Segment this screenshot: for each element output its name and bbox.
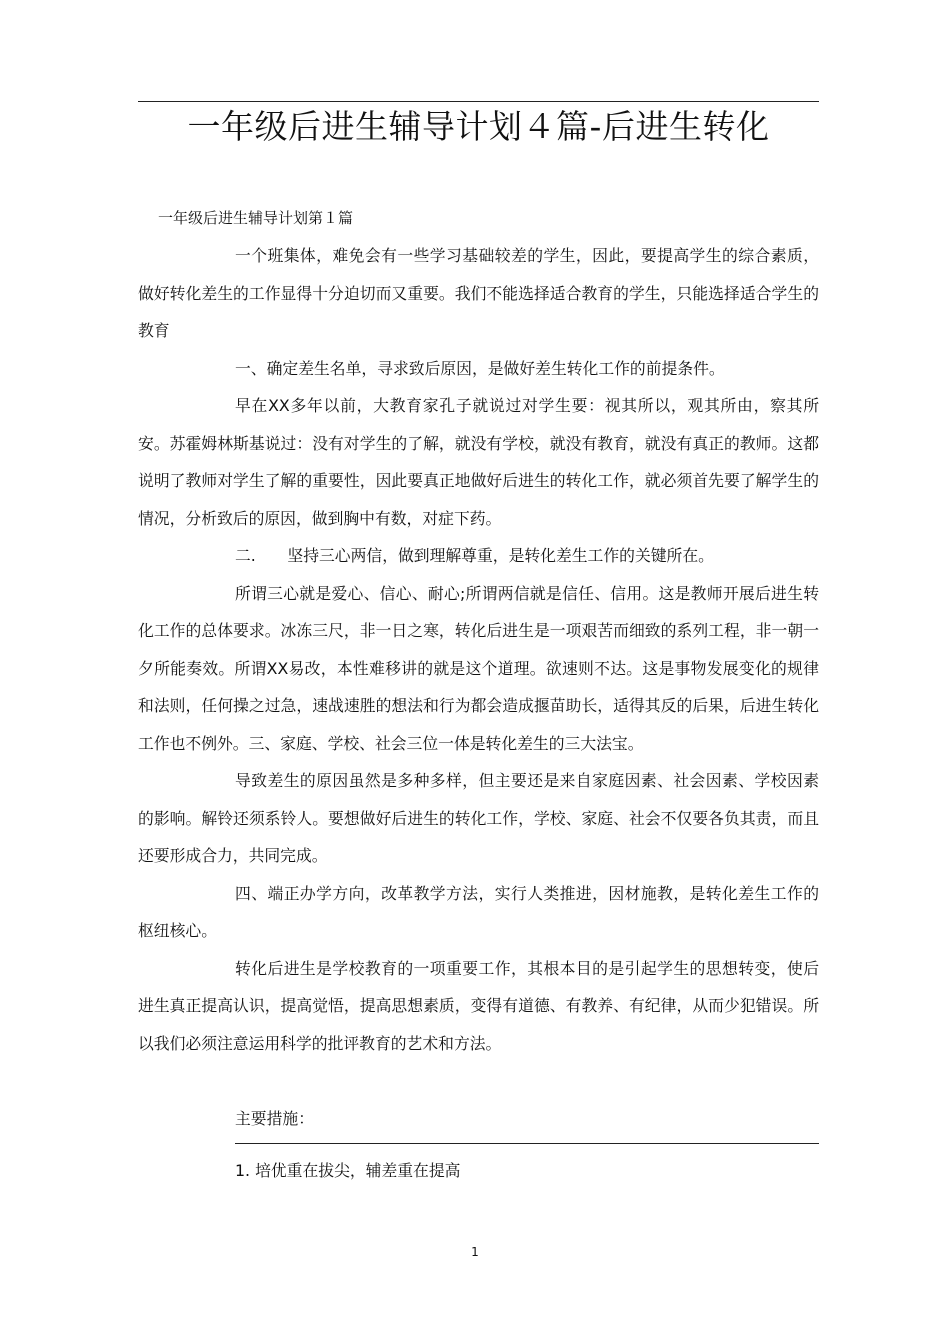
paragraph: 转化后进生是学校教育的一项重要工作，其根本目的是引起学生的思想转变，使后进生真正提高认识，提高觉悟，提高思想素质，变得有道德、有教养、有纪律，从而少犯错误。所以我们必须注意运用科学的批评教育的艺术和方法。 bbox=[138, 958, 819, 1053]
measures-label: 主要措施： bbox=[235, 1109, 314, 1128]
body-text bbox=[138, 237, 819, 1062]
section-heading: 一年级后进生辅导计划第１篇 bbox=[158, 209, 354, 227]
paragraph: 所谓三心就是爱心、信心、耐心;所谓两信就是信任、信用。这是教师开展后进生转化工作的总体要求。冰冻三尺，非一日之寒，转化后进生是一项艰苦而细致的系列工程，非一朝一夕所能奏效。所谓XX易改，本性难移讲的就是这个道理。欲速则不达。这是事物发展变化的规律和法则，任何操之过急，速战速胜的想法和行为都会造成揠苗助长，适得其反的后果，后进生转化工作也不例外。三、家庭、学校、社会三位一体是转化差生的三大法宝。 bbox=[138, 583, 819, 753]
paragraph: 早在XX多年以前，大教育家孔子就说过对学生要：视其所以，观其所由，察其所安。苏霍姆林斯基说过：没有对学生的了解，就没有学校，就没有教育，就没有真正的教师。这都说明了教师对学生了解的重要性，因此要真正地做好后进生的转化工作，就必须首先要了解学生的情况，分析致后的原因，做到胸中有数，对症下药。 bbox=[138, 396, 819, 528]
paragraph: 一个班集体，难免会有一些学习基础较差的学生，因此，要提高学生的综合素质，做好转化差生的工作显得十分迫切而又重要。我们不能选择适合教育的学生，只能选择适合学生的教育 bbox=[138, 246, 819, 340]
paragraph: 导致差生的原因虽然是多种多样，但主要还是来自家庭因素、社会因素、学校因素的影响。解铃还须系铃人。要想做好后进生的转化工作，学校、家庭、社会不仅要各负其责，而且还要形成合力，共同完成。 bbox=[138, 771, 819, 865]
top-rule bbox=[138, 101, 819, 102]
document-title: 一年级后进生辅导计划４篇-后进生转化 bbox=[187, 107, 770, 146]
paragraph: 二. 坚持三心两信，做到理解尊重，是转化差生工作的关键所在。 bbox=[235, 546, 714, 565]
list-item: 1. 培优重在拔尖，辅差重在提高 bbox=[235, 1161, 461, 1180]
paragraph: 一、确定差生名单，寻求致后原因，是做好差生转化工作的前提条件。 bbox=[235, 358, 725, 378]
page-number: 1 bbox=[471, 1245, 479, 1259]
measures-rule bbox=[235, 1143, 819, 1144]
paragraph: 四、端正办学方向，改革教学方法，实行人类推进，因材施教，是转化差生工作的枢纽核心。 bbox=[138, 883, 819, 940]
